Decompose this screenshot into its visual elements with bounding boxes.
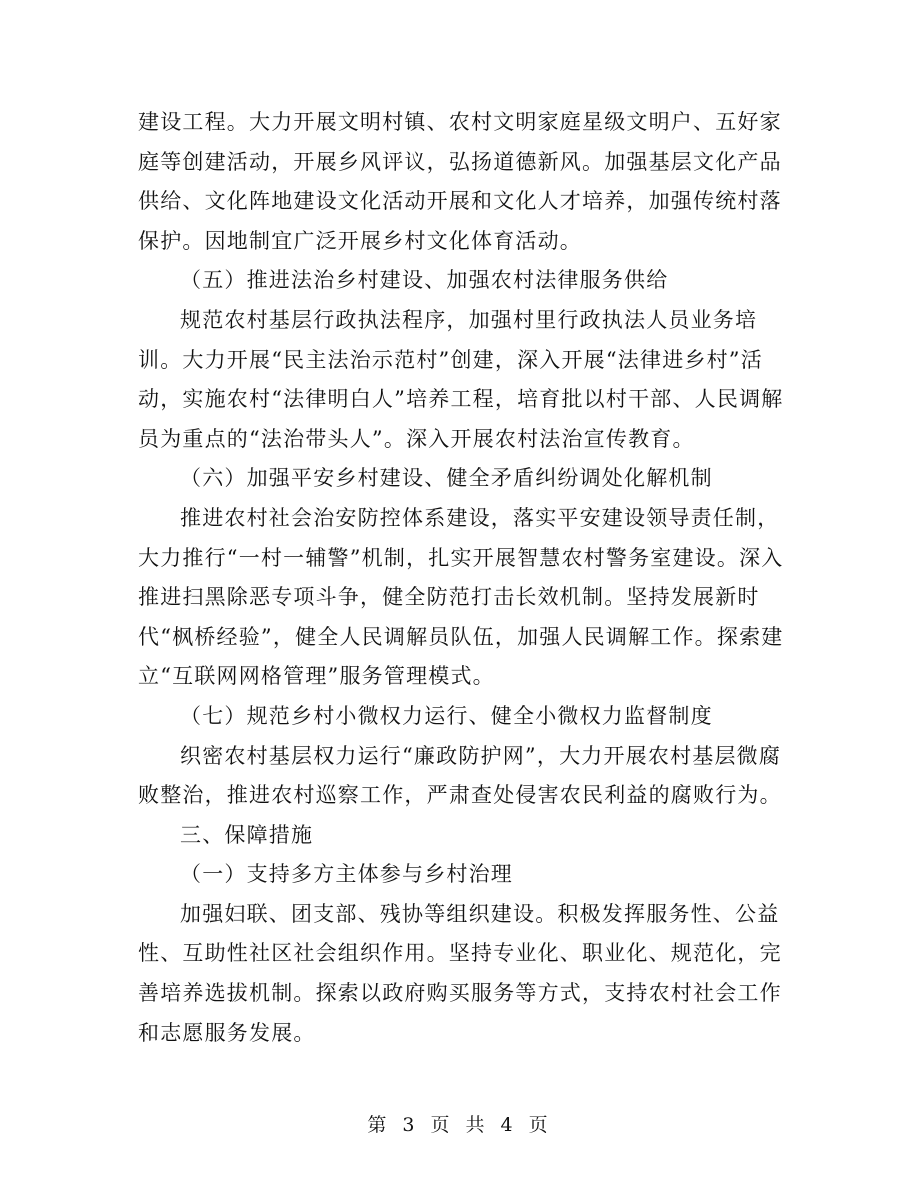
paragraph-2: 规范农村基层行政执法程序，加强村里行政执法人员业务培训。大力开展“民主法治示范村”创建，深入开展“法律进乡村”活动，实施农村“法律明白人”培养工程，培育批以村干部、人民调解员为重点的“法治带头人”。深入开展农村法治宣传教育。 xyxy=(138,307,784,451)
section-heading-5: （五）推进法治乡村建设、加强农村法律服务供给 xyxy=(180,268,669,293)
page-number-footer: 第 3 页 共 4 页 xyxy=(367,1114,553,1136)
section-heading-6: （六）加强平安乡村建设、健全矛盾纠纷调处化解机制 xyxy=(180,466,713,491)
paragraph-1: 建设工程。大力开展文明村镇、农村文明家庭星级文明户、五好家庭等创建活动，开展乡风评议，弘扬道德新风。加强基层文化产品供给、文化阵地建设文化活动开展和文化人才培养，加强传统村落保护。因地制宜广泛开展乡村文化体育活动。 xyxy=(138,110,782,253)
paragraph-4: 织密农村基层权力运行“廉政防护网”，大力开展农村基层微腐败整治，推进农村巡察工作，严肃查处侵害农民利益的腐败行为。 xyxy=(138,743,782,808)
section-heading-7: （七）规范乡村小微权力运行、健全小微权力监督制度 xyxy=(180,703,713,728)
document-body xyxy=(138,103,788,1053)
paragraph-5: 加强妇联、团支部、残协等组织建设。积极发挥服务性、公益性、互助性社区社会组织作用。坚持专业化、职业化、规范化，完善培养选拔机制。探索以政府购买服务等方式，支持农村社会工作和志愿服务发展。 xyxy=(138,901,782,1045)
section-heading-1: （一）支持多方主体参与乡村治理 xyxy=(180,862,513,887)
chapter-heading-3: 三、保障措施 xyxy=(180,822,314,847)
paragraph-3: 推进农村社会治安防控体系建设，落实平安建设领导责任制，大力推行“一村一辅警”机制，扎实开展智慧农村警务室建设。深入推进扫黑除恶专项斗争，健全防范打击长效机制。坚持发展新时代“枫桥经验”，健全人民调解员队伍，加强人民调解工作。探索建立“互联网网格管理”服务管理模式。 xyxy=(138,505,784,689)
